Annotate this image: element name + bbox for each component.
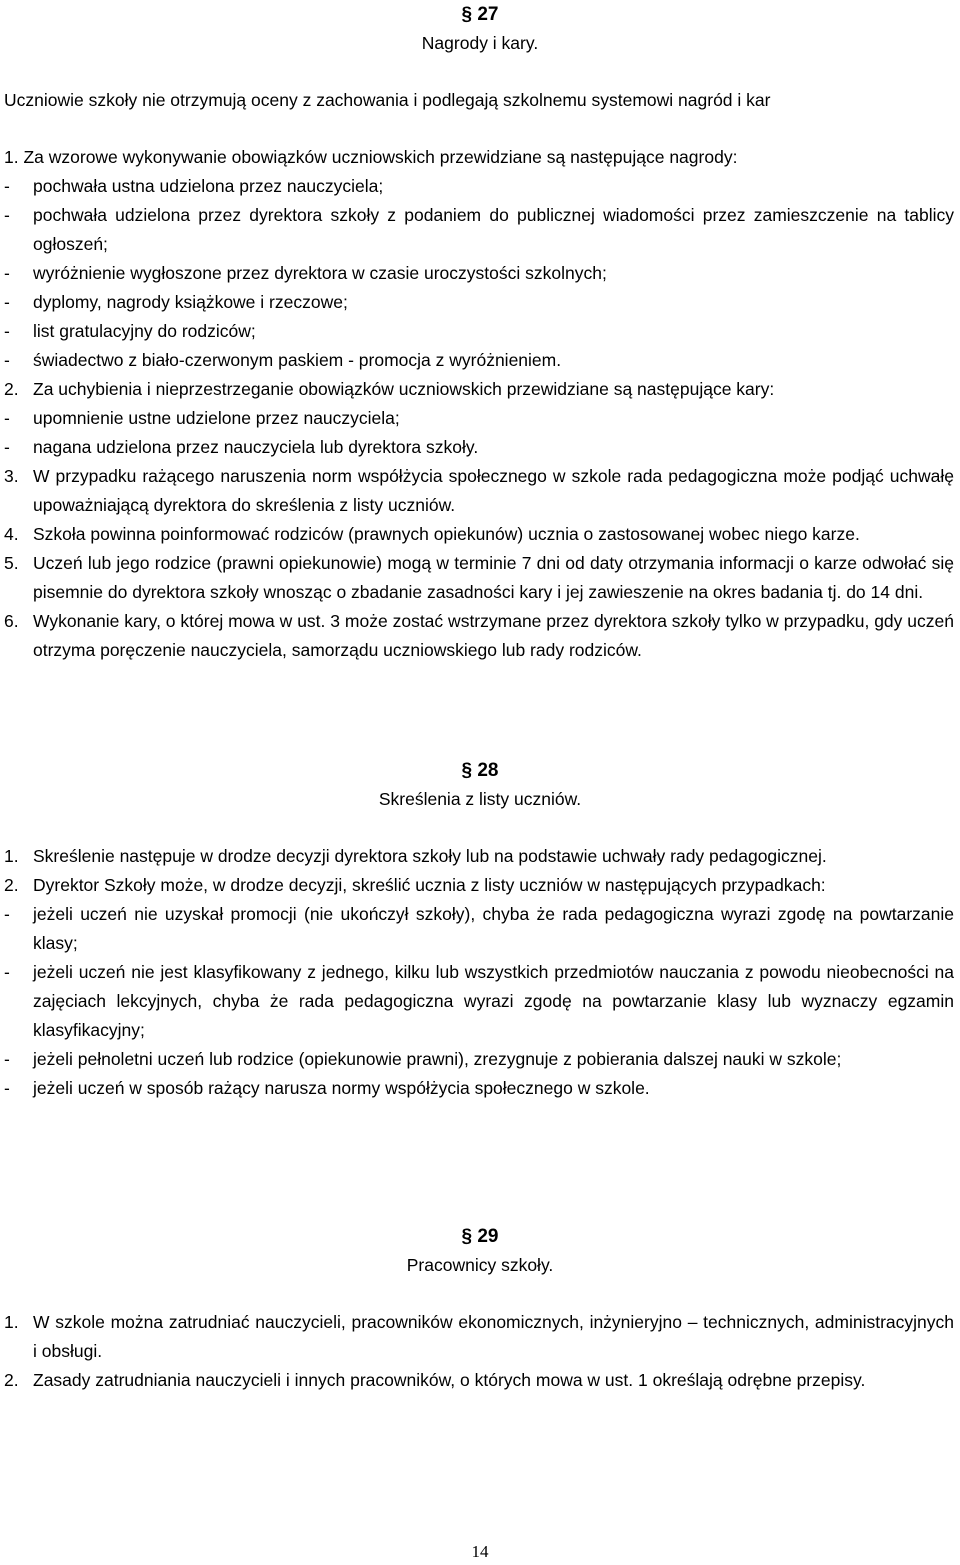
section-29-paragraph-2: [0, 1366, 960, 1395]
list-item-text: wyróżnienie wygłoszone przez dyrektora w czasie uroczystości szkolnych;: [33, 263, 607, 283]
section-27-title: Nagrody i kary.: [421, 33, 539, 53]
bullet-dash: -: [4, 176, 10, 196]
section-27-paragraph-1-list: [0, 172, 960, 375]
paragraph-number: 4.: [4, 524, 19, 544]
list-item-text: jeżeli pełnoletni uczeń lub rodzice (opiekunowie prawni), zrezygnuje z pobierania dalszej nauki w szkole;: [33, 1049, 842, 1069]
section-28-paragraph-2: [0, 871, 960, 900]
list-item-text: upomnienie ustne udzielone przez nauczyciela;: [33, 408, 400, 428]
paragraph-text: W szkole można zatrudniać nauczycieli, pracowników ekonomicznych, inżynieryjno – technicznych, administracyjnych i obsługi.: [33, 1312, 954, 1361]
section-27-heading: [0, 0, 960, 58]
section-28-number: § 28: [461, 760, 499, 781]
paragraph-text: W przypadku rażącego naruszenia norm współżycia społecznego w szkole rada pedagogiczna może podjąć uchwałę upoważniającą dyrektora do skreślenia z listy uczniów.: [33, 466, 954, 515]
bullet-dash: -: [4, 437, 10, 457]
list-item: [0, 404, 960, 433]
bullet-dash: -: [4, 350, 10, 370]
paragraph-text: Skreślenie następuje w drodze decyzji dyrektora szkoły lub na podstawie uchwały rady pedagogicznej.: [33, 846, 827, 866]
section-29-number: § 29: [461, 1226, 499, 1247]
list-item: [0, 1074, 960, 1103]
paragraph-text: Dyrektor Szkoły może, w drodze decyzji, skreślić ucznia z listy uczniów w następujących przypadkach:: [33, 875, 826, 895]
section-28: [0, 756, 960, 1103]
bullet-dash: -: [4, 408, 10, 428]
list-item: [0, 172, 960, 201]
list-item-text: jeżeli uczeń w sposób rażący narusza normy współżycia społecznego w szkole.: [33, 1078, 650, 1098]
paragraph-text: Uczeń lub jego rodzice (prawni opiekunowie) mogą w terminie 7 dni od daty otrzymania informacji o karze odwołać się pisemnie do dyrektora szkoły wnosząc o zbadanie zasadności kary i jej zawieszenie na okres badania tj. do 14 dni.: [33, 553, 954, 602]
section-29-heading: [0, 1222, 960, 1280]
section-27-paragraph-3: [0, 462, 960, 520]
bullet-dash: -: [4, 962, 10, 982]
list-item-text: pochwała ustna udzielona przez nauczyciela;: [33, 176, 384, 196]
list-item: [0, 317, 960, 346]
paragraph-text: Wykonanie kary, o której mowa w ust. 3 może zostać wstrzymane przez dyrektora szkoły tylko w przypadku, gdy uczeń otrzyma poręczenie nauczyciela, samorządu uczniowskiego lub rady rodziców.: [33, 611, 954, 660]
list-item-text: jeżeli uczeń nie jest klasyfikowany z jednego, kilku lub wszystkich przedmiotów nauczania z powodu nieobecności na zajęciach lekcyjnych, chyba że rada pedagogiczna wyrazi zgodę na powtarzanie klasy lub wyznaczy egzamin klasyfikacyjny;: [33, 962, 954, 1040]
paragraph-number: 2.: [4, 875, 19, 895]
list-item-text: pochwała udzielona przez dyrektora szkoły z podaniem do publicznej wiadomości przez zamieszczenie na tablicy ogłoszeń;: [33, 205, 954, 254]
bullet-dash: -: [4, 292, 10, 312]
paragraph-number: 1.: [4, 846, 19, 866]
list-item-text: świadectwo z biało-czerwonym paskiem - promocja z wyróżnieniem.: [33, 350, 562, 370]
paragraph-number: 3.: [4, 466, 19, 486]
list-item: [0, 900, 960, 958]
section-29: [0, 1222, 960, 1395]
page-number: 14: [471, 1542, 489, 1561]
bullet-dash: -: [4, 1078, 10, 1098]
list-item: [0, 346, 960, 375]
list-item: [0, 201, 960, 259]
paragraph-number: 6.: [4, 611, 19, 631]
list-item: [0, 433, 960, 462]
bullet-dash: -: [4, 263, 10, 283]
list-item: [0, 1045, 960, 1074]
paragraph-number: 2.: [4, 379, 19, 399]
list-item: [0, 259, 960, 288]
section-27-paragraph-6: [0, 607, 960, 665]
section-27: [0, 0, 960, 665]
section-29-paragraph-1: [0, 1308, 960, 1366]
list-item-text: nagana udzielona przez nauczyciela lub dyrektora szkoły.: [33, 437, 479, 457]
section-27-intro: Uczniowie szkoły nie otrzymują oceny z zachowania i podlegają szkolnemu systemowi nagród i kar: [4, 90, 771, 110]
section-28-heading: [0, 756, 960, 814]
section-27-number: § 27: [461, 4, 499, 25]
list-item-text: jeżeli uczeń nie uzyskał promocji (nie ukończył szkoły), chyba że rada pedagogiczna wyrazi zgodę na powtarzanie klasy;: [33, 904, 954, 953]
paragraph-number: 5.: [4, 553, 19, 573]
section-27-paragraph-2-list: [0, 404, 960, 462]
bullet-dash: -: [4, 1049, 10, 1069]
list-item-text: list gratulacyjny do rodziców;: [33, 321, 256, 341]
list-item: [0, 288, 960, 317]
list-item-text: dyplomy, nagrody książkowe i rzeczowe;: [33, 292, 348, 312]
section-29-title: Pracownicy szkoły.: [406, 1255, 554, 1275]
paragraph-number: 2.: [4, 1370, 19, 1390]
bullet-dash: -: [4, 904, 10, 924]
section-27-paragraph-5: [0, 549, 960, 607]
paragraph-text: Szkoła powinna poinformować rodziców (prawnych opiekunów) ucznia o zastosowanej wobec niego karze.: [33, 524, 860, 544]
section-27-paragraph-2: [0, 375, 960, 404]
bullet-dash: -: [4, 205, 10, 225]
bullet-dash: -: [4, 321, 10, 341]
section-27-paragraph-1: 1. Za wzorowe wykonywanie obowiązków uczniowskich przewidziane są następujące nagrody:: [4, 147, 738, 167]
paragraph-number: 1.: [4, 1312, 19, 1332]
paragraph-text: Za uchybienia i nieprzestrzeganie obowiązków uczniowskich przewidziane są następujące kary:: [33, 379, 775, 399]
list-item: [0, 958, 960, 1045]
section-28-title: Skreślenia z listy uczniów.: [378, 789, 582, 809]
paragraph-text: Zasady zatrudniania nauczycieli i innych pracowników, o których mowa w ust. 1 określają odrębne przepisy.: [33, 1370, 866, 1390]
section-27-paragraph-4: [0, 520, 960, 549]
section-28-paragraph-1: [0, 842, 960, 871]
section-28-paragraph-2-list: [0, 900, 960, 1103]
